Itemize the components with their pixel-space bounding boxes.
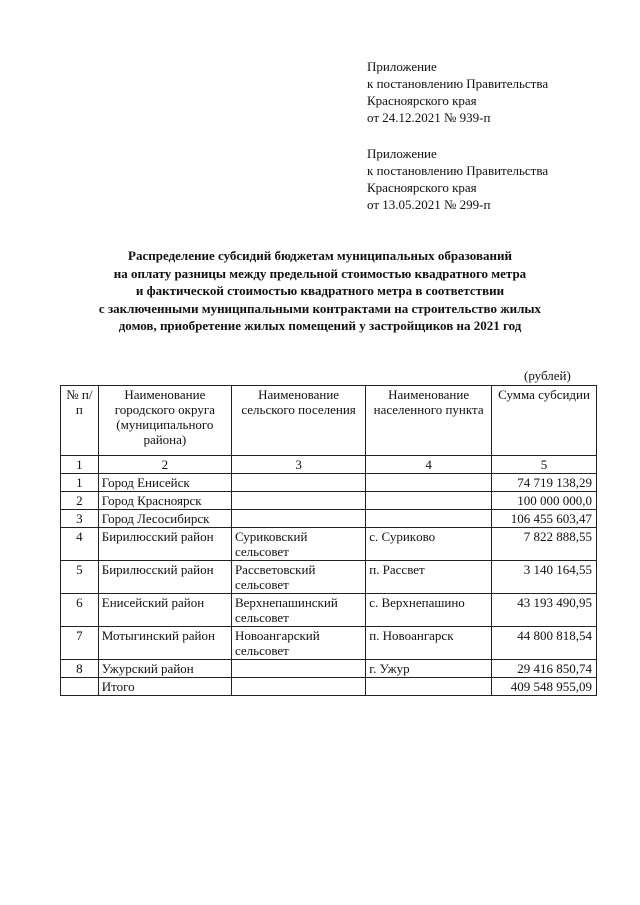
- locality-name: п. Рассвет: [366, 561, 492, 594]
- title-line: с заключенными муниципальными контрактами на строительство жилых: [98, 300, 542, 316]
- subsidy-amount: 44 800 818,54: [492, 627, 597, 660]
- table-row: [61, 510, 597, 528]
- appendix-2-line: от 13.05.2021 № 299-п: [367, 197, 491, 212]
- total-empty-cell: [231, 678, 365, 696]
- index-cell: 1: [61, 456, 99, 474]
- header-district: Наименование городского округа (муниципального района): [98, 386, 231, 456]
- locality-name: г. Ужур: [366, 660, 492, 678]
- row-number: 7: [61, 627, 99, 660]
- settlement-name: [231, 492, 365, 510]
- header-locality: Наименование населенного пункта: [366, 386, 492, 456]
- subsidy-amount: 100 000 000,0: [492, 492, 597, 510]
- settlement-name: Рассветовский сельсовет: [231, 561, 365, 594]
- row-number: 1: [61, 474, 99, 492]
- appendix-2-line: Приложение: [367, 146, 437, 161]
- subsidy-amount: 3 140 164,55: [492, 561, 597, 594]
- table-header-row: [61, 386, 597, 456]
- district-name: Мотыгинский район: [98, 627, 231, 660]
- district-name: Енисейский район: [98, 594, 231, 627]
- table-index-row: [61, 456, 597, 474]
- title-line: Распределение субсидий бюджетам муниципальных образований: [128, 248, 512, 263]
- total-empty-cell: [61, 678, 99, 696]
- subsidy-amount: 74 719 138,29: [492, 474, 597, 492]
- subsidy-amount: 29 416 850,74: [492, 660, 597, 678]
- appendix-block-1: [367, 58, 548, 126]
- settlement-name: [231, 660, 365, 678]
- table-row: [61, 594, 597, 627]
- appendix-block-2: [367, 145, 548, 213]
- total-value: 409 548 955,09: [492, 678, 597, 696]
- appendix-1-line: Приложение: [367, 59, 437, 74]
- locality-name: с. Верхнепашино: [366, 594, 492, 627]
- table-row: [61, 660, 597, 678]
- locality-name: п. Новоангарск: [366, 627, 492, 660]
- locality-name: [366, 492, 492, 510]
- title-line: на оплату разницы между предельной стоимостью квадратного метра: [113, 265, 527, 281]
- row-number: 4: [61, 528, 99, 561]
- locality-name: [366, 474, 492, 492]
- subsidy-amount: 7 822 888,55: [492, 528, 597, 561]
- index-cell: 2: [98, 456, 231, 474]
- district-name: Бирилюсский район: [98, 561, 231, 594]
- locality-name: [366, 510, 492, 528]
- title-line: домов, приобретение жилых помещений у застройщиков на 2021 год: [118, 318, 522, 333]
- total-label: Итого: [98, 678, 231, 696]
- index-cell: 3: [231, 456, 365, 474]
- row-number: 8: [61, 660, 99, 678]
- subsidy-amount: 43 193 490,95: [492, 594, 597, 627]
- header-settlement: Наименование сельского поселения: [231, 386, 365, 456]
- table-row: [61, 561, 597, 594]
- subsidy-amount: 106 455 603,47: [492, 510, 597, 528]
- settlement-name: Суриковский сельсовет: [231, 528, 365, 561]
- header-number: № п/п: [61, 386, 99, 456]
- index-cell: 5: [492, 456, 597, 474]
- table-row: [61, 492, 597, 510]
- row-number: 5: [61, 561, 99, 594]
- appendix-1-line: к постановлению Правительства: [367, 76, 549, 91]
- table-row: [61, 627, 597, 660]
- appendix-1-line: Красноярского края: [367, 93, 477, 108]
- locality-name: с. Сурикoво: [366, 528, 492, 561]
- settlement-name: Новоангарский сельсовет: [231, 627, 365, 660]
- appendix-2-line: Красноярского края: [367, 180, 477, 195]
- appendix-1-line: от 24.12.2021 № 939-п: [367, 110, 491, 125]
- district-name: Город Енисейск: [98, 474, 231, 492]
- document-title: [40, 247, 600, 335]
- row-number: 2: [61, 492, 99, 510]
- header-amount: Сумма субсидии: [492, 386, 597, 456]
- subsidy-table: [60, 385, 597, 696]
- district-name: Город Красноярск: [98, 492, 231, 510]
- total-empty-cell: [366, 678, 492, 696]
- district-name: Город Лесосибирск: [98, 510, 231, 528]
- settlement-name: [231, 474, 365, 492]
- settlement-name: Верхнепашинский сельсовет: [231, 594, 365, 627]
- title-line: и фактической стоимостью квадратного метра в соответствии: [135, 283, 505, 298]
- district-name: Ужурский район: [98, 660, 231, 678]
- table-row: [61, 474, 597, 492]
- district-name: Бирилюсский район: [98, 528, 231, 561]
- settlement-name: [231, 510, 365, 528]
- index-cell: 4: [366, 456, 492, 474]
- row-number: 3: [61, 510, 99, 528]
- table-total-row: [61, 678, 597, 696]
- units-label: (рублей): [524, 368, 571, 383]
- row-number: 6: [61, 594, 99, 627]
- table-row: [61, 528, 597, 561]
- appendix-2-line: к постановлению Правительства: [367, 163, 549, 178]
